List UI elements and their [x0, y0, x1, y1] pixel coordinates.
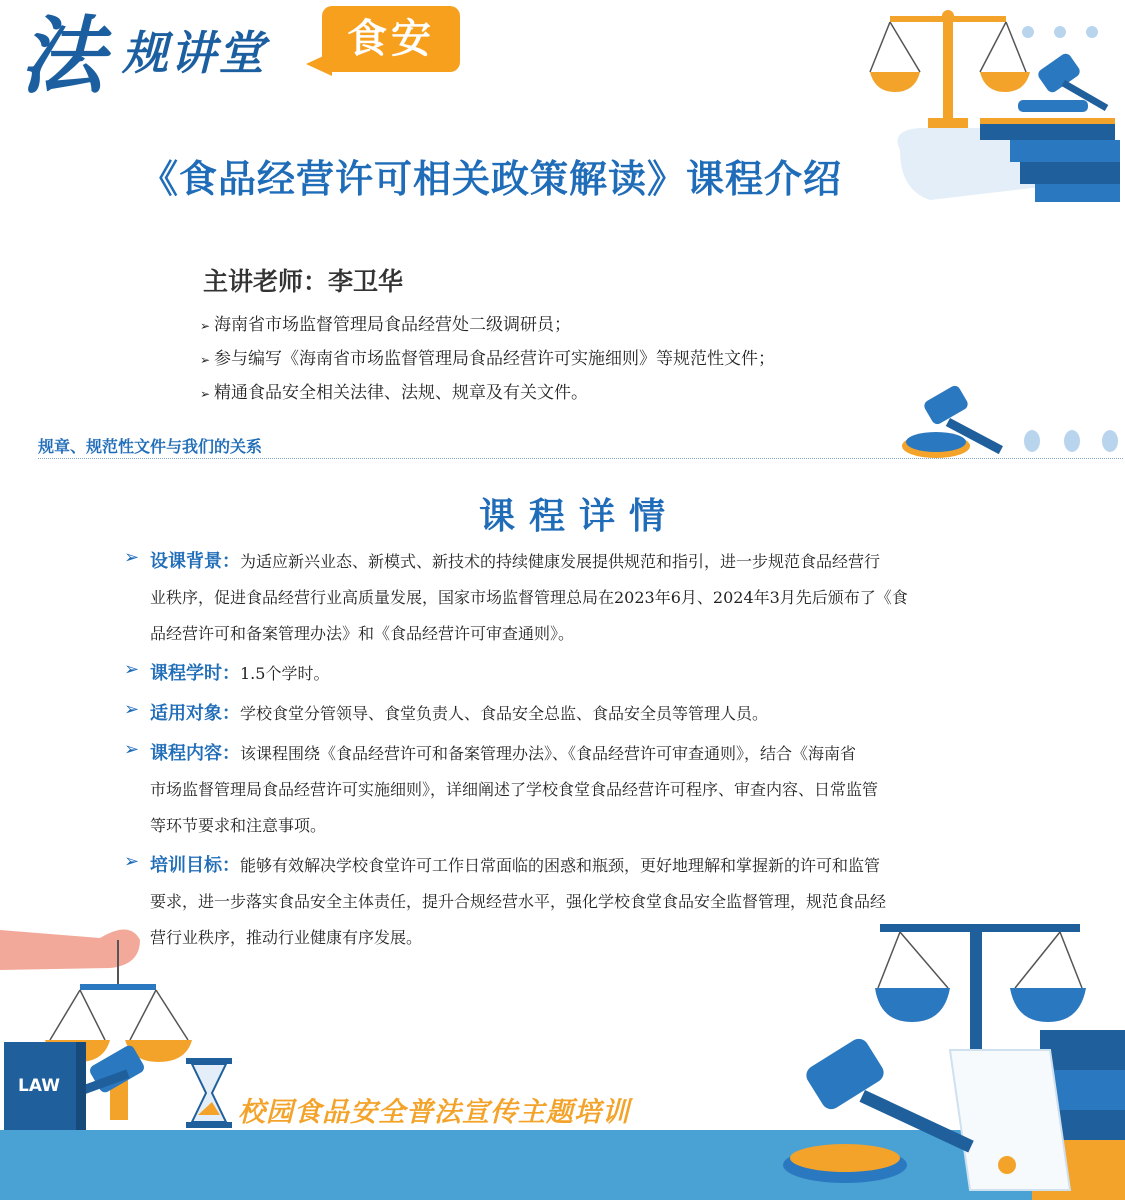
scales-and-books-illustration — [860, 0, 1125, 210]
detail-item-audience — [124, 696, 1034, 732]
detail-text: 1.5个学时。 — [240, 664, 330, 683]
details-title: 课程详情 — [478, 496, 679, 537]
chevron-right-icon: ➢ — [124, 739, 140, 760]
detail-text: 要求，进一步落实食品安全主体责任，提升合规经营水平，强化学校食堂食品安全监督管理，规范食品经 — [150, 892, 887, 911]
logo-fa-character: 法 — [20, 7, 105, 105]
detail-text: 为适应新兴业态、新模式、新技术的持续健康发展提供规范和指引，进一步规范食品经营行 — [240, 552, 881, 571]
decorative-dot — [1024, 430, 1040, 452]
bullet-arrow-icon: ➢ — [200, 319, 211, 333]
detail-text: 营行业秩序，推动行业健康有序发展。 — [150, 928, 423, 947]
teacher-bio-item — [200, 378, 775, 412]
chevron-right-icon: ➢ — [124, 547, 140, 568]
detail-text: 品经营许可和备案管理办法》和《食品经营许可审查通则》。 — [150, 624, 575, 643]
course-title: 《食品经营许可相关政策解读》课程介绍 — [140, 157, 843, 201]
detail-label: 设课背景： — [150, 551, 240, 572]
teacher-bio-item — [200, 310, 775, 344]
detail-item-background — [124, 544, 1034, 652]
detail-item-content — [124, 736, 1034, 844]
bullet-arrow-icon: ➢ — [200, 353, 211, 367]
teacher-bio-text: 海南省市场监督管理局食品经营处二级调研员； — [214, 315, 571, 335]
detail-label: 培训目标： — [150, 855, 240, 876]
detail-label: 适用对象： — [150, 703, 240, 724]
chevron-right-icon: ➢ — [124, 699, 140, 720]
footer-banner-text: 校园食品安全普法宣传主题培训 — [238, 1097, 630, 1128]
teacher-bio-item — [200, 344, 775, 378]
logo-badge: 食安 — [322, 6, 460, 72]
teacher-name: 主讲老师：李卫华 — [203, 267, 404, 296]
detail-text: 市场监督管理局食品经营许可实施细则》，详细阐述了学校食堂食品经营许可程序、审查内容、日常监管 — [150, 780, 879, 799]
bullet-arrow-icon: ➢ — [200, 387, 211, 401]
teacher-bio-text: 参与编写《海南省市场监督管理局食品经营许可实施细则》等规范性文件； — [214, 349, 775, 369]
large-scales-illustration — [770, 910, 1125, 1200]
chevron-right-icon: ➢ — [124, 851, 140, 872]
relation-label: 规章、规范性文件与我们的关系 — [38, 437, 263, 456]
detail-label: 课程学时： — [150, 663, 240, 684]
gavel-icon — [898, 384, 1018, 464]
detail-label: 课程内容： — [150, 743, 240, 764]
detail-item-hours — [124, 656, 1034, 692]
detail-text: 学校食堂分管领导、食堂负责人、食品安全总监、食品安全员等管理人员。 — [240, 704, 769, 723]
decorative-dot — [1064, 430, 1080, 452]
detail-text: 该课程围绕《食品经营许可和备案管理办法》、《食品经营许可审查通则》，结合《海南省 — [240, 744, 857, 763]
detail-text: 等环节要求和注意事项。 — [150, 816, 327, 835]
teacher-bio-text: 精通食品安全相关法律、法规、规章及有关文件。 — [214, 383, 588, 403]
dotted-divider — [38, 458, 1123, 459]
law-book-label: LAW — [18, 1076, 60, 1096]
detail-text: 业秩序，促进食品经营行业高质量发展，国家市场监督管理总局在2023年6月、2024年3月先后颁布了《食 — [150, 588, 908, 607]
course-details-list — [124, 544, 1034, 960]
detail-text: 能够有效解决学校食堂许可工作日常面临的困惑和瓶颈，更好地理解和掌握新的许可和监管 — [240, 856, 881, 875]
teacher-bio-list — [200, 310, 775, 412]
chevron-right-icon: ➢ — [124, 659, 140, 680]
logo-subtitle: 规讲堂 — [122, 26, 266, 80]
decorative-dot — [1102, 430, 1118, 452]
